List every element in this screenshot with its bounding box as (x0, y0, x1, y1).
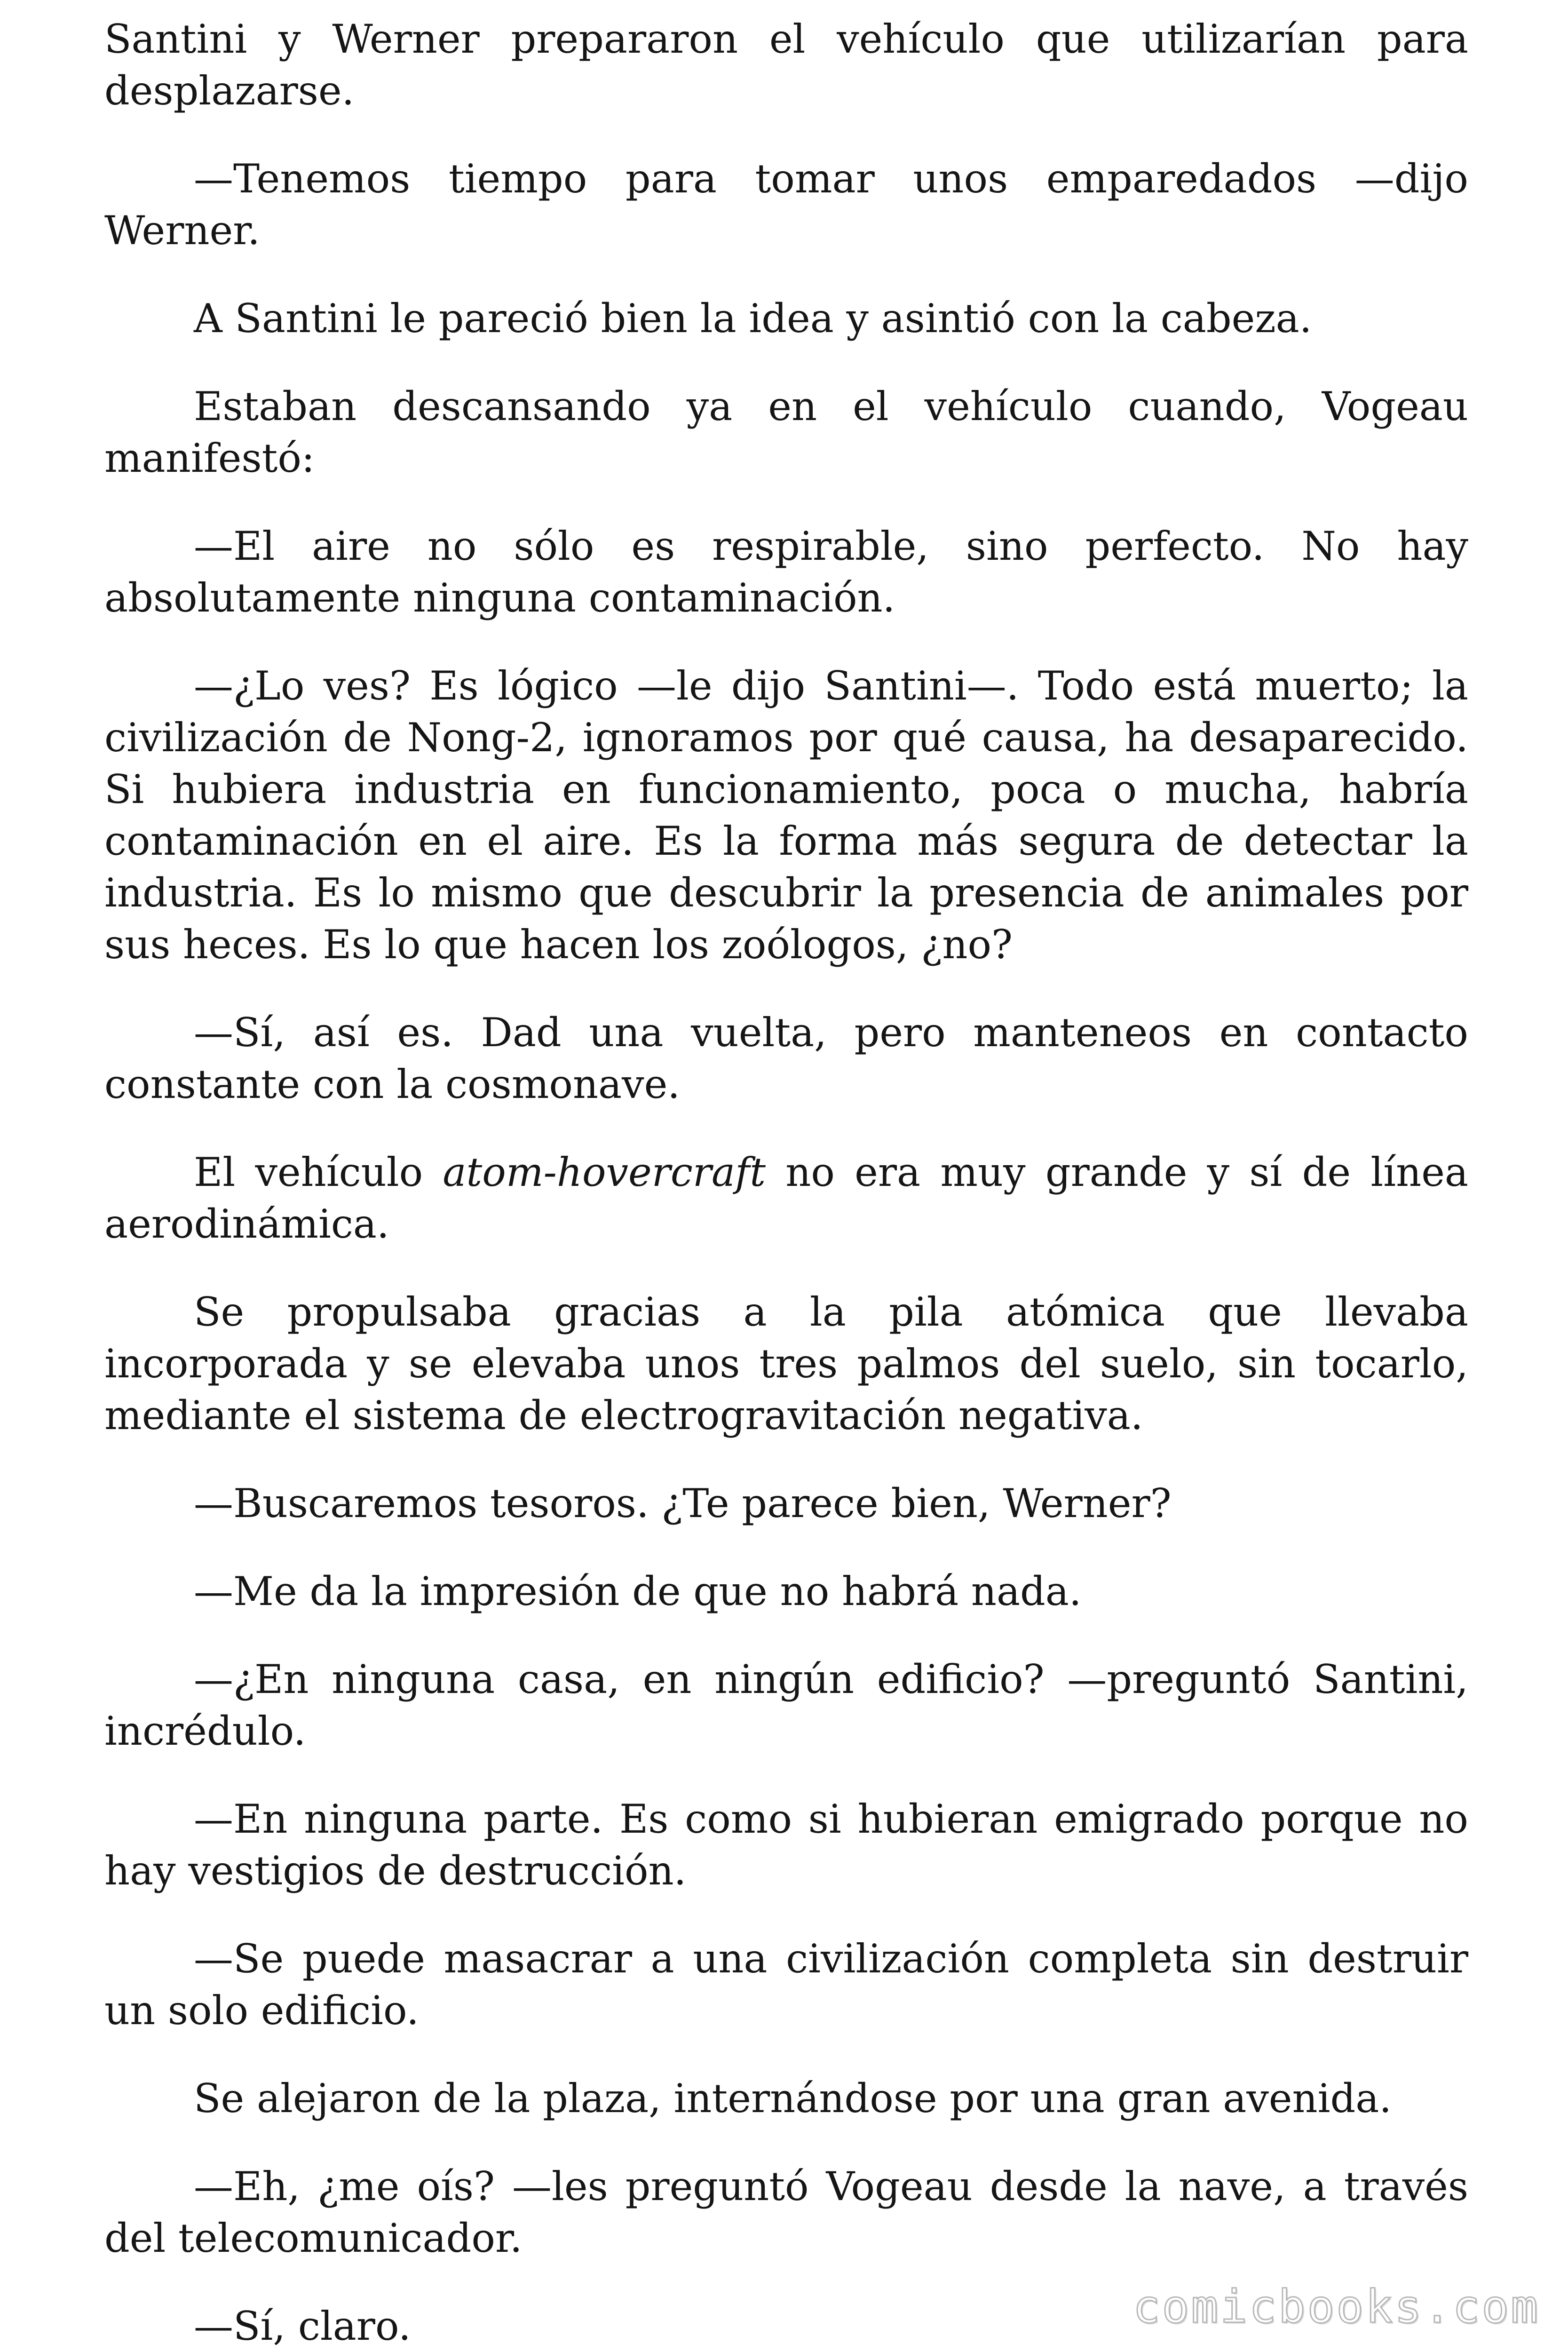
paragraph: —Tenemos tiempo para tomar unos emparedados —dijo Werner. (104, 156, 1468, 254)
site-watermark: comicbooks.com (1132, 2280, 1540, 2333)
paragraph: —¿En ninguna casa, en ningún edificio? —preguntó Santini, incrédulo. (104, 1656, 1468, 1754)
paragraph: —El aire no sólo es respirable, sino perfecto. No hay absolutamente ninguna contaminación. (104, 523, 1468, 621)
paragraph: —En ninguna parte. Es como si hubieran emigrado porque no hay vestigios de destrucción. (104, 1796, 1468, 1894)
paragraph: —Buscaremos tesoros. ¿Te parece bien, Werner? (194, 1480, 1172, 1526)
paragraph: —Sí, así es. Dad una vuelta, pero manteneos en contacto constante con la cosmonave. (104, 1009, 1468, 1107)
paragraph: —Eh, ¿me oís? —les preguntó Vogeau desde la nave, a través del telecomunicador. (104, 2163, 1468, 2261)
italic-vehicle-name: atom-hovercraft (443, 1149, 766, 1195)
paragraph: Santini y Werner prepararon el vehículo que utilizarían para desplazarse. (104, 16, 1468, 114)
paragraph: —¿Lo ves? Es lógico —le dijo Santini—. Todo está muerto; la civilización de Nong-2, ignoramos por qué causa, ha desaparecido. Si hubiera industria en funcionamiento, poca o mucha, habría contaminación en el aire. Es la forma más segura de detectar la industria. Es lo mismo que descubrir la presencia de animales por sus heces. Es lo que hacen los zoólogos, ¿no? (104, 663, 1468, 968)
book-page (104, 13, 1468, 2352)
paragraph: Se propulsaba gracias a la pila atómica que llevaba incorporada y se elevaba unos tres palmos del suelo, sin tocarlo, mediante el sistema de electrogravitación negativa. (104, 1289, 1468, 1438)
paragraph: Estaban descansando ya en el vehículo cuando, Vogeau manifestó: (104, 383, 1468, 481)
paragraph: —Se puede masacrar a una civilización completa sin destruir un solo edificio. (104, 1936, 1468, 2034)
paragraph (104, 1146, 1468, 1250)
paragraph-text: no era muy grande y sí de línea aerodinámica. (104, 1149, 1468, 1247)
paragraph: —Me da la impresión de que no habrá nada. (194, 1568, 1082, 1614)
paragraph: A Santini le pareció bien la idea y asintió con la cabeza. (194, 295, 1312, 342)
paragraph: —Sí, claro. (194, 2303, 411, 2349)
paragraph: Se alejaron de la plaza, internándose por una gran avenida. (194, 2075, 1392, 2122)
paragraph-text: El vehículo (194, 1149, 443, 1195)
